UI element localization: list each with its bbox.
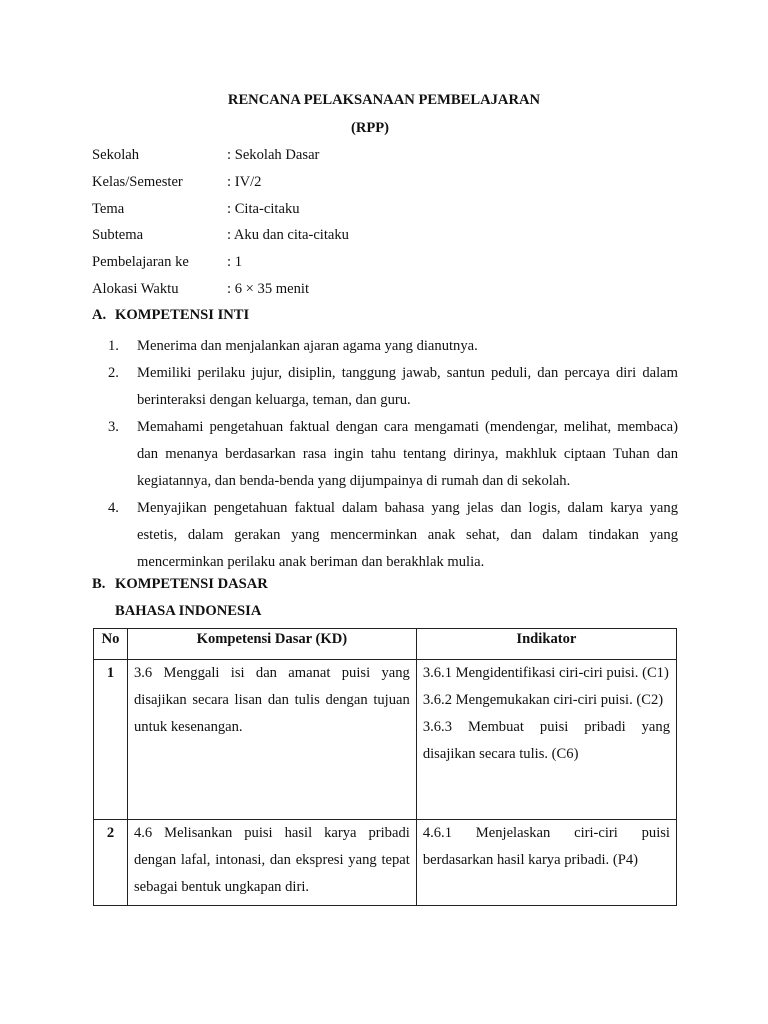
info-value: : 6 × 35 menit bbox=[227, 281, 310, 297]
row-number: 1 bbox=[94, 660, 128, 820]
list-item bbox=[108, 414, 678, 495]
indikator-item: 4.6.1 Menjelaskan ciri-ciri puisi berdasarkan hasil karya pribadi. (P4) bbox=[422, 825, 670, 868]
indikator-cell bbox=[416, 660, 676, 820]
section-title: KOMPETENSI DASAR bbox=[115, 576, 268, 592]
info-label: Tema bbox=[92, 201, 125, 217]
info-value: : Cita-citaku bbox=[227, 201, 300, 217]
info-value: : 1 bbox=[227, 254, 242, 270]
section-letter: A. bbox=[92, 307, 107, 323]
info-label: Alokasi Waktu bbox=[92, 281, 179, 297]
info-label: Pembelajaran ke bbox=[92, 254, 189, 270]
table-row bbox=[94, 820, 677, 906]
column-header-indikator: Indikator bbox=[416, 629, 676, 660]
list-item bbox=[108, 495, 678, 576]
column-header-kd: Kompetensi Dasar (KD) bbox=[127, 629, 416, 660]
row-number: 2 bbox=[94, 820, 128, 906]
info-value: : IV/2 bbox=[227, 174, 262, 190]
table-row bbox=[94, 660, 677, 820]
column-header-no: No bbox=[94, 629, 128, 660]
section-title: KOMPETENSI INTI bbox=[115, 307, 250, 323]
kompetensi-inti-list bbox=[108, 333, 678, 576]
document-subtitle: (RPP) bbox=[350, 120, 390, 136]
list-text: Memahami pengetahuan faktual dengan cara mengamati (mendengar, melihat, membaca) dan menanya berdasarkan rasa ingin tahu tentang dirinya, makhluk ciptaan Tuhan dan kegiatannya, dan benda-benda yang dijumpainya di rumah dan di sekolah. bbox=[137, 419, 678, 489]
list-item bbox=[108, 333, 678, 360]
kd-cell bbox=[127, 660, 416, 820]
list-number: 1. bbox=[108, 338, 119, 354]
kd-text: 3.6 Menggali isi dan amanat puisi yang disajikan secara lisan dan tulis dengan tujuan untuk kesenangan. bbox=[133, 665, 410, 735]
indikator-item: 3.6.1 Mengidentifikasi ciri-ciri puisi. (C1) bbox=[422, 665, 669, 681]
list-text: Menerima dan menjalankan ajaran agama yang dianutnya. bbox=[137, 338, 478, 354]
info-label: Subtema bbox=[92, 227, 144, 243]
document-title: RENCANA PELAKSANAAN PEMBELAJARAN bbox=[227, 92, 541, 108]
kompetensi-dasar-table bbox=[93, 628, 677, 906]
list-text: Memiliki perilaku jujur, disiplin, tanggung jawab, santun peduli, dan percaya diri dalam berinteraksi dengan keluarga, teman, dan guru. bbox=[137, 365, 678, 408]
section-letter: B. bbox=[92, 576, 106, 592]
section-b-heading bbox=[92, 576, 268, 593]
info-value: : Aku dan cita-citaku bbox=[227, 227, 349, 243]
info-label: Kelas/Semester bbox=[92, 174, 183, 190]
subject-heading: BAHASA INDONESIA bbox=[115, 603, 262, 619]
list-text: Menyajikan pengetahuan faktual dalam bahasa yang jelas dan logis, dalam karya yang estetis, dalam gerakan yang mencerminkan anak sehat, dan dalam tindakan yang mencerminkan perilaku anak beriman dan berakhlak mulia. bbox=[137, 500, 678, 570]
list-number: 3. bbox=[108, 419, 119, 435]
table-header-row bbox=[94, 629, 677, 660]
list-number: 2. bbox=[108, 365, 119, 381]
indikator-cell bbox=[416, 820, 676, 906]
info-value: : Sekolah Dasar bbox=[227, 147, 320, 163]
list-number: 4. bbox=[108, 500, 119, 516]
indikator-item: 3.6.2 Mengemukakan ciri-ciri puisi. (C2) bbox=[422, 692, 664, 708]
section-a-heading bbox=[92, 307, 249, 324]
kd-text: 4.6 Melisankan puisi hasil karya pribadi dengan lafal, intonasi, dan ekspresi yang tepat sebagai bentuk ungkapan diri. bbox=[133, 825, 410, 895]
kd-cell bbox=[127, 820, 416, 906]
list-item bbox=[108, 360, 678, 414]
indikator-item: 3.6.3 Membuat puisi pribadi yang disajikan secara tulis. (C6) bbox=[422, 719, 670, 762]
info-label: Sekolah bbox=[92, 147, 140, 163]
